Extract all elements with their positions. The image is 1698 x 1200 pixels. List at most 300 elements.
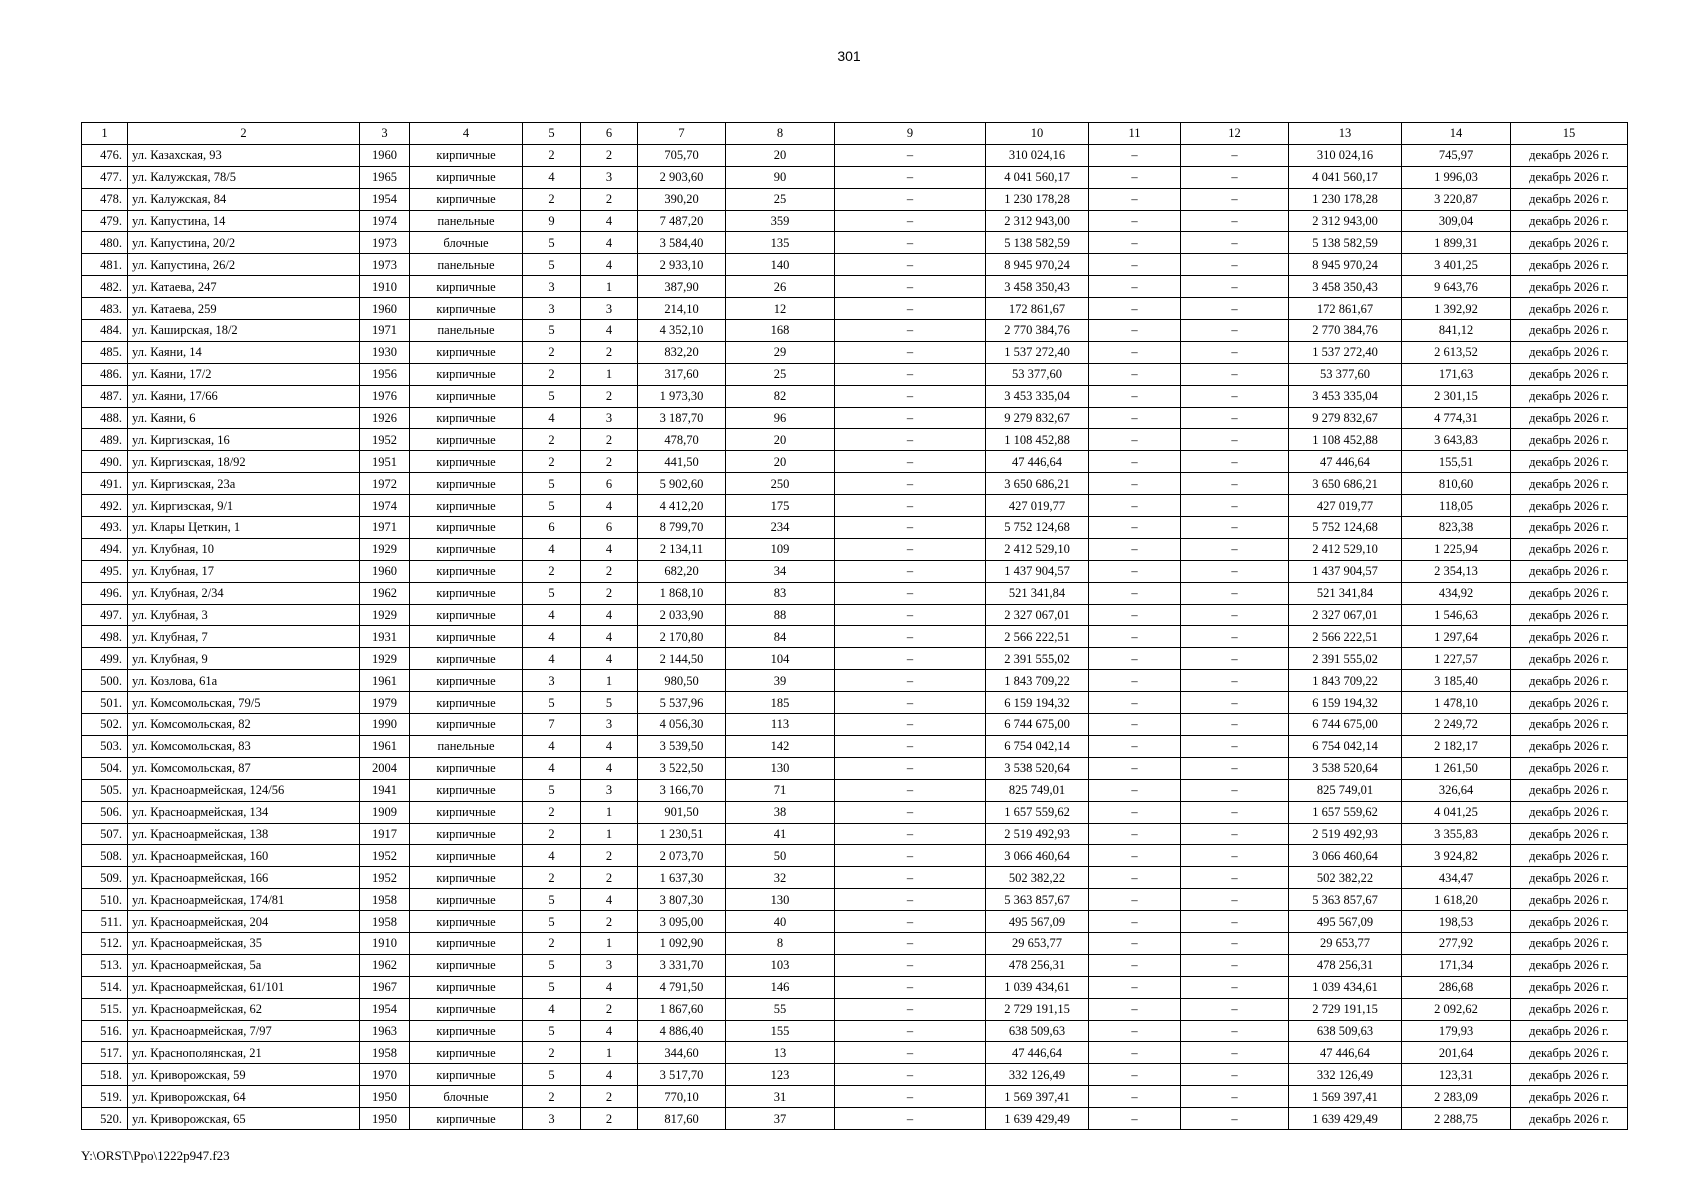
value-col-12-cell: –: [1181, 670, 1289, 692]
value-col-12-cell: –: [1181, 735, 1289, 757]
floors-cell: 2: [523, 1086, 581, 1108]
year-built-cell: 1976: [360, 385, 410, 407]
value-col-11-cell: –: [1089, 254, 1181, 276]
floors-cell: 5: [523, 320, 581, 342]
value-col-11-cell: –: [1089, 867, 1181, 889]
value-col-11-cell: –: [1089, 998, 1181, 1020]
wall-material-cell: кирпичные: [410, 692, 523, 714]
value-col-9-cell: –: [835, 998, 986, 1020]
year-built-cell: 1958: [360, 911, 410, 933]
year-built-cell: 1954: [360, 998, 410, 1020]
total-area-cell: 770,10: [638, 1086, 726, 1108]
value-col-9-cell: –: [835, 363, 986, 385]
value-col-10-cell: 3 650 686,21: [986, 473, 1089, 495]
entrances-cell: 3: [581, 407, 638, 429]
cost-per-sqm-cell: 309,04: [1402, 210, 1511, 232]
value-col-10-cell: 2 412 529,10: [986, 538, 1089, 560]
value-col-10-cell: 1 843 709,22: [986, 670, 1089, 692]
value-col-11-cell: –: [1089, 407, 1181, 429]
value-col-11-cell: –: [1089, 714, 1181, 736]
completion-date-cell: декабрь 2026 г.: [1511, 560, 1628, 582]
cost-per-sqm-cell: 1 546,63: [1402, 604, 1511, 626]
completion-date-cell: декабрь 2026 г.: [1511, 867, 1628, 889]
cost-per-sqm-cell: 118,05: [1402, 495, 1511, 517]
year-built-cell: 1960: [360, 298, 410, 320]
residents-cell: 8: [726, 932, 835, 954]
wall-material-cell: кирпичные: [410, 889, 523, 911]
wall-material-cell: кирпичные: [410, 451, 523, 473]
completion-date-cell: декабрь 2026 г.: [1511, 692, 1628, 714]
value-col-9-cell: –: [835, 604, 986, 626]
cost-per-sqm-cell: 1 478,10: [1402, 692, 1511, 714]
year-built-cell: 1962: [360, 582, 410, 604]
value-col-12-cell: –: [1181, 1086, 1289, 1108]
completion-date-cell: декабрь 2026 г.: [1511, 1086, 1628, 1108]
wall-material-cell: кирпичные: [410, 144, 523, 166]
value-col-10-cell: 1 108 452,88: [986, 429, 1089, 451]
value-col-11-cell: –: [1089, 1108, 1181, 1130]
total-cost-cell: 172 861,67: [1289, 298, 1402, 320]
entrances-cell: 4: [581, 889, 638, 911]
entrances-cell: 4: [581, 538, 638, 560]
wall-material-cell: кирпичные: [410, 538, 523, 560]
value-col-10-cell: 2 566 222,51: [986, 626, 1089, 648]
residents-cell: 12: [726, 298, 835, 320]
value-col-9-cell: –: [835, 451, 986, 473]
value-col-9-cell: –: [835, 954, 986, 976]
wall-material-cell: кирпичные: [410, 801, 523, 823]
value-col-12-cell: –: [1181, 692, 1289, 714]
total-cost-cell: 1 657 559,62: [1289, 801, 1402, 823]
total-area-cell: 4 352,10: [638, 320, 726, 342]
value-col-10-cell: 47 446,64: [986, 451, 1089, 473]
wall-material-cell: кирпичные: [410, 473, 523, 495]
value-col-9-cell: –: [835, 911, 986, 933]
floors-cell: 2: [523, 144, 581, 166]
total-area-cell: 3 807,30: [638, 889, 726, 911]
value-col-9-cell: –: [835, 889, 986, 911]
value-col-10-cell: 478 256,31: [986, 954, 1089, 976]
row-number-cell: 516.: [82, 1020, 128, 1042]
value-col-10-cell: 310 024,16: [986, 144, 1089, 166]
value-col-10-cell: 2 312 943,00: [986, 210, 1089, 232]
total-area-cell: 4 412,20: [638, 495, 726, 517]
table-row: [82, 144, 1628, 166]
value-col-12-cell: –: [1181, 385, 1289, 407]
entrances-cell: 4: [581, 495, 638, 517]
residents-cell: 142: [726, 735, 835, 757]
value-col-9-cell: –: [835, 144, 986, 166]
value-col-11-cell: –: [1089, 604, 1181, 626]
cost-per-sqm-cell: 1 297,64: [1402, 626, 1511, 648]
row-number-cell: 486.: [82, 363, 128, 385]
table-row: [82, 517, 1628, 539]
floors-cell: 5: [523, 254, 581, 276]
residents-cell: 82: [726, 385, 835, 407]
completion-date-cell: декабрь 2026 г.: [1511, 648, 1628, 670]
row-number-cell: 518.: [82, 1064, 128, 1086]
value-col-10-cell: 6 744 675,00: [986, 714, 1089, 736]
residents-cell: 50: [726, 845, 835, 867]
floors-cell: 5: [523, 1020, 581, 1042]
cost-per-sqm-cell: 2 182,17: [1402, 735, 1511, 757]
year-built-cell: 1962: [360, 954, 410, 976]
year-built-cell: 1950: [360, 1086, 410, 1108]
floors-cell: 3: [523, 670, 581, 692]
entrances-cell: 4: [581, 976, 638, 998]
residents-cell: 20: [726, 429, 835, 451]
value-col-11-cell: –: [1089, 363, 1181, 385]
table-row: [82, 166, 1628, 188]
floors-cell: 2: [523, 451, 581, 473]
value-col-9-cell: –: [835, 823, 986, 845]
total-cost-cell: 3 538 520,64: [1289, 757, 1402, 779]
year-built-cell: 1952: [360, 845, 410, 867]
total-area-cell: 441,50: [638, 451, 726, 473]
address-cell: ул. Клубная, 7: [128, 626, 360, 648]
row-number-cell: 488.: [82, 407, 128, 429]
total-cost-cell: 5 752 124,68: [1289, 517, 1402, 539]
address-cell: ул. Каяни, 14: [128, 341, 360, 363]
value-col-10-cell: 2 327 067,01: [986, 604, 1089, 626]
value-col-10-cell: 5 363 857,67: [986, 889, 1089, 911]
address-cell: ул. Красноармейская, 160: [128, 845, 360, 867]
completion-date-cell: декабрь 2026 г.: [1511, 517, 1628, 539]
residents-cell: 140: [726, 254, 835, 276]
total-area-cell: 478,70: [638, 429, 726, 451]
value-col-12-cell: –: [1181, 407, 1289, 429]
row-number-cell: 509.: [82, 867, 128, 889]
total-cost-cell: 8 945 970,24: [1289, 254, 1402, 276]
completion-date-cell: декабрь 2026 г.: [1511, 954, 1628, 976]
value-col-10-cell: 53 377,60: [986, 363, 1089, 385]
entrances-cell: 4: [581, 210, 638, 232]
residents-cell: 84: [726, 626, 835, 648]
entrances-cell: 2: [581, 911, 638, 933]
value-col-12-cell: –: [1181, 232, 1289, 254]
address-cell: ул. Клубная, 9: [128, 648, 360, 670]
wall-material-cell: кирпичные: [410, 867, 523, 889]
total-cost-cell: 1 639 429,49: [1289, 1108, 1402, 1130]
residents-cell: 250: [726, 473, 835, 495]
residents-cell: 83: [726, 582, 835, 604]
value-col-10-cell: 172 861,67: [986, 298, 1089, 320]
year-built-cell: 1941: [360, 779, 410, 801]
wall-material-cell: кирпичные: [410, 341, 523, 363]
address-cell: ул. Клубная, 2/34: [128, 582, 360, 604]
entrances-cell: 3: [581, 714, 638, 736]
value-col-12-cell: –: [1181, 714, 1289, 736]
row-number-cell: 481.: [82, 254, 128, 276]
address-cell: ул. Каширская, 18/2: [128, 320, 360, 342]
residents-cell: 71: [726, 779, 835, 801]
cost-per-sqm-cell: 1 899,31: [1402, 232, 1511, 254]
cost-per-sqm-cell: 155,51: [1402, 451, 1511, 473]
address-cell: ул. Катаева, 247: [128, 276, 360, 298]
value-col-9-cell: –: [835, 210, 986, 232]
completion-date-cell: декабрь 2026 г.: [1511, 976, 1628, 998]
value-col-9-cell: –: [835, 320, 986, 342]
wall-material-cell: кирпичные: [410, 976, 523, 998]
row-number-cell: 510.: [82, 889, 128, 911]
total-area-cell: 2 134,11: [638, 538, 726, 560]
address-cell: ул. Красноармейская, 174/81: [128, 889, 360, 911]
address-cell: ул. Каяни, 17/2: [128, 363, 360, 385]
completion-date-cell: декабрь 2026 г.: [1511, 429, 1628, 451]
completion-date-cell: декабрь 2026 г.: [1511, 298, 1628, 320]
value-col-10-cell: 427 019,77: [986, 495, 1089, 517]
floors-cell: 5: [523, 473, 581, 495]
year-built-cell: 1970: [360, 1064, 410, 1086]
value-col-12-cell: –: [1181, 823, 1289, 845]
year-built-cell: 1973: [360, 254, 410, 276]
address-cell: ул. Клубная, 10: [128, 538, 360, 560]
wall-material-cell: кирпичные: [410, 911, 523, 933]
completion-date-cell: декабрь 2026 г.: [1511, 604, 1628, 626]
table-row: [82, 451, 1628, 473]
value-col-12-cell: –: [1181, 341, 1289, 363]
floors-cell: 4: [523, 166, 581, 188]
address-cell: ул. Киргизская, 23а: [128, 473, 360, 495]
value-col-9-cell: –: [835, 714, 986, 736]
year-built-cell: 1950: [360, 1108, 410, 1130]
value-col-9-cell: –: [835, 188, 986, 210]
value-col-11-cell: –: [1089, 845, 1181, 867]
completion-date-cell: декабрь 2026 г.: [1511, 801, 1628, 823]
value-col-12-cell: –: [1181, 976, 1289, 998]
year-built-cell: 1929: [360, 604, 410, 626]
completion-date-cell: декабрь 2026 г.: [1511, 210, 1628, 232]
row-number-cell: 508.: [82, 845, 128, 867]
address-cell: ул. Клубная, 3: [128, 604, 360, 626]
total-cost-cell: 1 437 904,57: [1289, 560, 1402, 582]
year-built-cell: 1931: [360, 626, 410, 648]
value-col-11-cell: –: [1089, 429, 1181, 451]
total-cost-cell: 2 519 492,93: [1289, 823, 1402, 845]
total-area-cell: 387,90: [638, 276, 726, 298]
row-number-cell: 519.: [82, 1086, 128, 1108]
value-col-9-cell: –: [835, 692, 986, 714]
year-built-cell: 1917: [360, 823, 410, 845]
year-built-cell: 1961: [360, 670, 410, 692]
value-col-9-cell: –: [835, 166, 986, 188]
total-area-cell: 682,20: [638, 560, 726, 582]
address-cell: ул. Капустина, 14: [128, 210, 360, 232]
year-built-cell: 1958: [360, 889, 410, 911]
residents-cell: 32: [726, 867, 835, 889]
value-col-12-cell: –: [1181, 648, 1289, 670]
column-header-15: 15: [1511, 123, 1628, 145]
year-built-cell: 1952: [360, 429, 410, 451]
value-col-9-cell: –: [835, 867, 986, 889]
entrances-cell: 2: [581, 560, 638, 582]
row-number-cell: 485.: [82, 341, 128, 363]
cost-per-sqm-cell: 171,34: [1402, 954, 1511, 976]
completion-date-cell: декабрь 2026 г.: [1511, 670, 1628, 692]
floors-cell: 5: [523, 1064, 581, 1086]
wall-material-cell: кирпичные: [410, 276, 523, 298]
row-number-cell: 498.: [82, 626, 128, 648]
row-number-cell: 477.: [82, 166, 128, 188]
total-area-cell: 5 537,96: [638, 692, 726, 714]
row-number-cell: 483.: [82, 298, 128, 320]
value-col-9-cell: –: [835, 670, 986, 692]
floors-cell: 2: [523, 363, 581, 385]
completion-date-cell: декабрь 2026 г.: [1511, 232, 1628, 254]
floors-cell: 5: [523, 385, 581, 407]
address-cell: ул. Криворожская, 59: [128, 1064, 360, 1086]
value-col-12-cell: –: [1181, 801, 1289, 823]
value-col-10-cell: 2 729 191,15: [986, 998, 1089, 1020]
total-area-cell: 3 095,00: [638, 911, 726, 933]
total-cost-cell: 1 039 434,61: [1289, 976, 1402, 998]
column-header-9: 9: [835, 123, 986, 145]
total-area-cell: 344,60: [638, 1042, 726, 1064]
floors-cell: 3: [523, 1108, 581, 1130]
wall-material-cell: блочные: [410, 232, 523, 254]
value-col-9-cell: –: [835, 757, 986, 779]
address-cell: ул. Красноармейская, 138: [128, 823, 360, 845]
floors-cell: 2: [523, 932, 581, 954]
wall-material-cell: кирпичные: [410, 954, 523, 976]
total-area-cell: 4 791,50: [638, 976, 726, 998]
year-built-cell: 1963: [360, 1020, 410, 1042]
value-col-12-cell: –: [1181, 604, 1289, 626]
total-cost-cell: 3 650 686,21: [1289, 473, 1402, 495]
value-col-9-cell: –: [835, 429, 986, 451]
row-number-cell: 501.: [82, 692, 128, 714]
value-col-10-cell: 495 567,09: [986, 911, 1089, 933]
completion-date-cell: декабрь 2026 г.: [1511, 166, 1628, 188]
value-col-12-cell: –: [1181, 517, 1289, 539]
value-col-9-cell: –: [835, 801, 986, 823]
residents-cell: 109: [726, 538, 835, 560]
value-col-10-cell: 1 437 904,57: [986, 560, 1089, 582]
total-area-cell: 3 522,50: [638, 757, 726, 779]
value-col-10-cell: 825 749,01: [986, 779, 1089, 801]
value-col-9-cell: –: [835, 779, 986, 801]
wall-material-cell: кирпичные: [410, 757, 523, 779]
wall-material-cell: кирпичные: [410, 1064, 523, 1086]
row-number-cell: 478.: [82, 188, 128, 210]
table-row: [82, 845, 1628, 867]
value-col-9-cell: –: [835, 648, 986, 670]
value-col-12-cell: –: [1181, 889, 1289, 911]
total-cost-cell: 2 566 222,51: [1289, 626, 1402, 648]
year-built-cell: 1929: [360, 538, 410, 560]
entrances-cell: 2: [581, 1108, 638, 1130]
table-row: [82, 560, 1628, 582]
row-number-cell: 506.: [82, 801, 128, 823]
value-col-12-cell: –: [1181, 210, 1289, 232]
value-col-10-cell: 2 391 555,02: [986, 648, 1089, 670]
residents-cell: 38: [726, 801, 835, 823]
cost-per-sqm-cell: 198,53: [1402, 911, 1511, 933]
wall-material-cell: кирпичные: [410, 560, 523, 582]
value-col-9-cell: –: [835, 538, 986, 560]
row-number-cell: 492.: [82, 495, 128, 517]
table-row: [82, 670, 1628, 692]
total-cost-cell: 521 341,84: [1289, 582, 1402, 604]
address-cell: ул. Киргизская, 18/92: [128, 451, 360, 473]
floors-cell: 4: [523, 757, 581, 779]
completion-date-cell: декабрь 2026 г.: [1511, 1042, 1628, 1064]
total-cost-cell: 2 312 943,00: [1289, 210, 1402, 232]
value-col-9-cell: –: [835, 495, 986, 517]
entrances-cell: 2: [581, 341, 638, 363]
table-row: [82, 473, 1628, 495]
value-col-11-cell: –: [1089, 1064, 1181, 1086]
total-area-cell: 2 903,60: [638, 166, 726, 188]
total-area-cell: 2 073,70: [638, 845, 726, 867]
cost-per-sqm-cell: 2 613,52: [1402, 341, 1511, 363]
wall-material-cell: кирпичные: [410, 648, 523, 670]
completion-date-cell: декабрь 2026 г.: [1511, 932, 1628, 954]
wall-material-cell: кирпичные: [410, 582, 523, 604]
completion-date-cell: декабрь 2026 г.: [1511, 363, 1628, 385]
value-col-12-cell: –: [1181, 998, 1289, 1020]
cost-per-sqm-cell: 1 618,20: [1402, 889, 1511, 911]
table-row: [82, 429, 1628, 451]
completion-date-cell: декабрь 2026 г.: [1511, 320, 1628, 342]
total-cost-cell: 310 024,16: [1289, 144, 1402, 166]
total-area-cell: 817,60: [638, 1108, 726, 1130]
cost-per-sqm-cell: 2 249,72: [1402, 714, 1511, 736]
entrances-cell: 2: [581, 451, 638, 473]
completion-date-cell: декабрь 2026 г.: [1511, 911, 1628, 933]
row-number-cell: 494.: [82, 538, 128, 560]
table-row: [82, 495, 1628, 517]
wall-material-cell: кирпичные: [410, 604, 523, 626]
completion-date-cell: декабрь 2026 г.: [1511, 407, 1628, 429]
address-cell: ул. Красноармейская, 61/101: [128, 976, 360, 998]
value-col-10-cell: 502 382,22: [986, 867, 1089, 889]
address-cell: ул. Комсомольская, 83: [128, 735, 360, 757]
floors-cell: 5: [523, 692, 581, 714]
wall-material-cell: кирпичные: [410, 932, 523, 954]
value-col-9-cell: –: [835, 232, 986, 254]
total-cost-cell: 502 382,22: [1289, 867, 1402, 889]
table-row: [82, 582, 1628, 604]
entrances-cell: 1: [581, 363, 638, 385]
value-col-12-cell: –: [1181, 1020, 1289, 1042]
completion-date-cell: декабрь 2026 г.: [1511, 735, 1628, 757]
floors-cell: 2: [523, 188, 581, 210]
year-built-cell: 2004: [360, 757, 410, 779]
total-area-cell: 1 637,30: [638, 867, 726, 889]
value-col-11-cell: –: [1089, 801, 1181, 823]
total-cost-cell: 9 279 832,67: [1289, 407, 1402, 429]
row-number-cell: 517.: [82, 1042, 128, 1064]
cost-per-sqm-cell: 3 220,87: [1402, 188, 1511, 210]
total-area-cell: 1 230,51: [638, 823, 726, 845]
address-cell: ул. Калужская, 84: [128, 188, 360, 210]
column-header-7: 7: [638, 123, 726, 145]
cost-per-sqm-cell: 3 643,83: [1402, 429, 1511, 451]
residents-cell: 155: [726, 1020, 835, 1042]
table-row: [82, 538, 1628, 560]
total-area-cell: 2 933,10: [638, 254, 726, 276]
completion-date-cell: декабрь 2026 г.: [1511, 823, 1628, 845]
floors-cell: 3: [523, 276, 581, 298]
address-cell: ул. Криворожская, 65: [128, 1108, 360, 1130]
entrances-cell: 3: [581, 166, 638, 188]
value-col-11-cell: –: [1089, 932, 1181, 954]
total-area-cell: 901,50: [638, 801, 726, 823]
row-number-cell: 487.: [82, 385, 128, 407]
value-col-12-cell: –: [1181, 582, 1289, 604]
entrances-cell: 4: [581, 735, 638, 757]
